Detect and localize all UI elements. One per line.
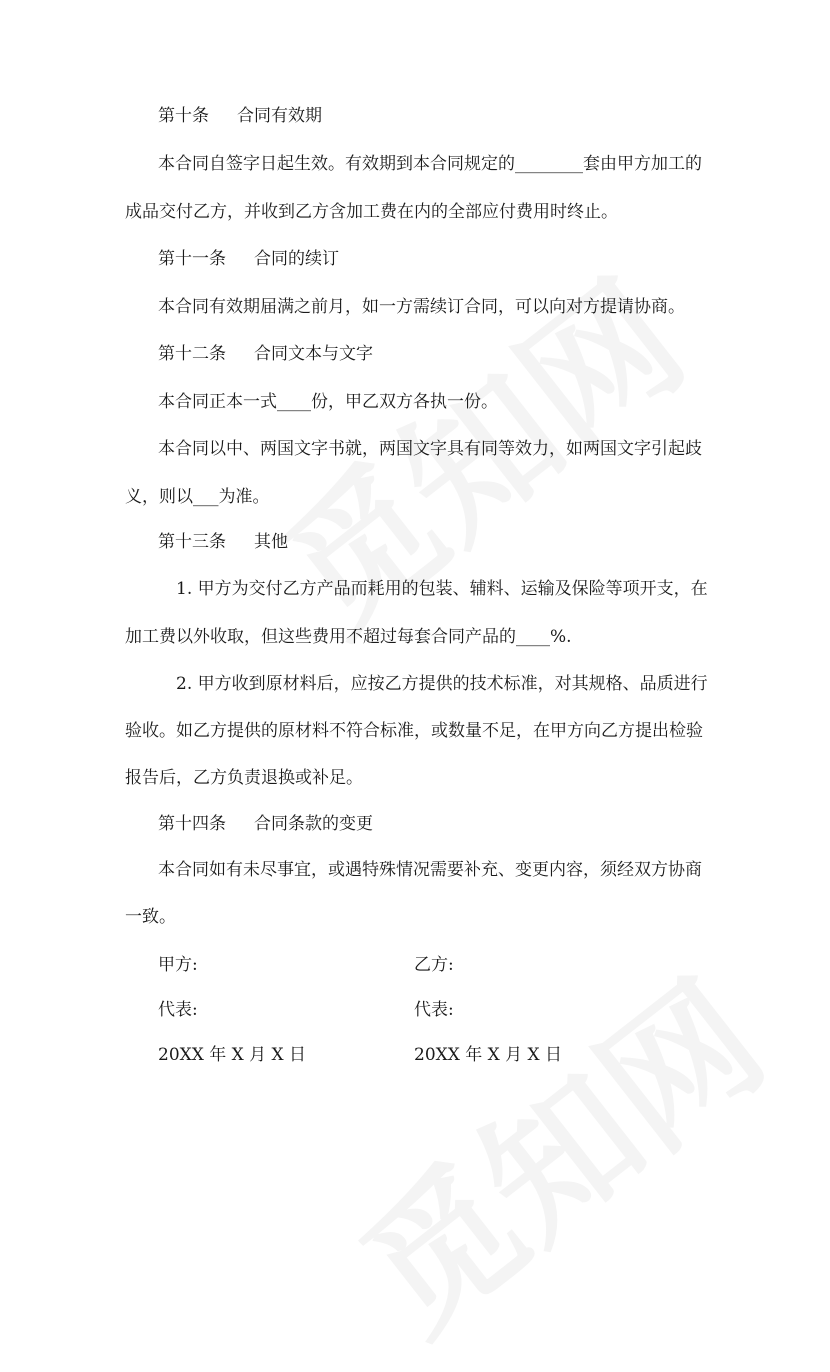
representative-b-label: 代表: — [414, 1000, 454, 1020]
article-13-item-1-line: 1. 甲方为交付乙方产品而耗用的包装、辅料、运输及保险等项开支，在 — [176, 579, 708, 599]
date-b: 20XX 年 X 月 X 日 — [414, 1045, 563, 1065]
article-10-paragraph-line: 成品交付乙方，并收到乙方含加工费在内的全部应付费用时终止。 — [125, 202, 618, 222]
article-13-title — [158, 530, 288, 554]
article-14-paragraph-line: 一致。 — [125, 907, 176, 927]
article-13-item-2-line: 验收。如乙方提供的原材料不符合标准，或数量不足，在甲方向乙方提出检验 — [125, 721, 703, 741]
article-12-paragraph-line: 义，则以___为准。 — [125, 487, 270, 507]
representative-a-label: 代表: — [158, 1000, 198, 1020]
article-heading: 合同的续订 — [254, 249, 339, 269]
article-14-title — [158, 812, 373, 836]
article-heading: 合同文本与文字 — [254, 344, 373, 364]
article-13-item-2-line: 2. 甲方收到原材料后，应按乙方提供的技术标准，对其规格、品质进行 — [176, 674, 708, 694]
article-heading: 其他 — [254, 532, 288, 552]
article-number: 第十三条 — [158, 532, 226, 552]
date-a: 20XX 年 X 月 X 日 — [158, 1045, 307, 1065]
party-a-label: 甲方: — [158, 955, 198, 975]
article-number: 第十条 — [158, 106, 209, 126]
article-number: 第十二条 — [158, 344, 226, 364]
article-heading: 合同条款的变更 — [254, 814, 373, 834]
article-11-paragraph: 本合同有效期届满之前月，如一方需续订合同，可以向对方提请协商。 — [158, 297, 685, 317]
article-10-title — [158, 104, 322, 128]
article-10-paragraph-line: 本合同自签字日起生效。有效期到本合同规定的________套由甲方加工的 — [158, 154, 702, 174]
article-14-paragraph-line: 本合同如有未尽事宜，或遇特殊情况需要补充、变更内容，须经双方协商 — [158, 860, 702, 880]
article-13-item-1-line: 加工费以外收取，但这些费用不超过每套合同产品的____%. — [125, 627, 572, 647]
article-number: 第十四条 — [158, 814, 226, 834]
party-b-label: 乙方: — [414, 955, 454, 975]
article-13-item-2-line: 报告后，乙方负责退换或补足。 — [125, 768, 363, 788]
article-heading: 合同有效期 — [237, 106, 322, 126]
article-number: 第十一条 — [158, 249, 226, 269]
article-11-title — [158, 247, 339, 271]
watermark — [311, 924, 799, 1371]
article-12-paragraph: 本合同正本一式____份，甲乙双方各执一份。 — [158, 392, 498, 412]
article-12-paragraph-line: 本合同以中、两国文字书就，两国文字具有同等效力，如两国文字引起歧 — [158, 439, 702, 459]
article-12-title — [158, 342, 373, 366]
